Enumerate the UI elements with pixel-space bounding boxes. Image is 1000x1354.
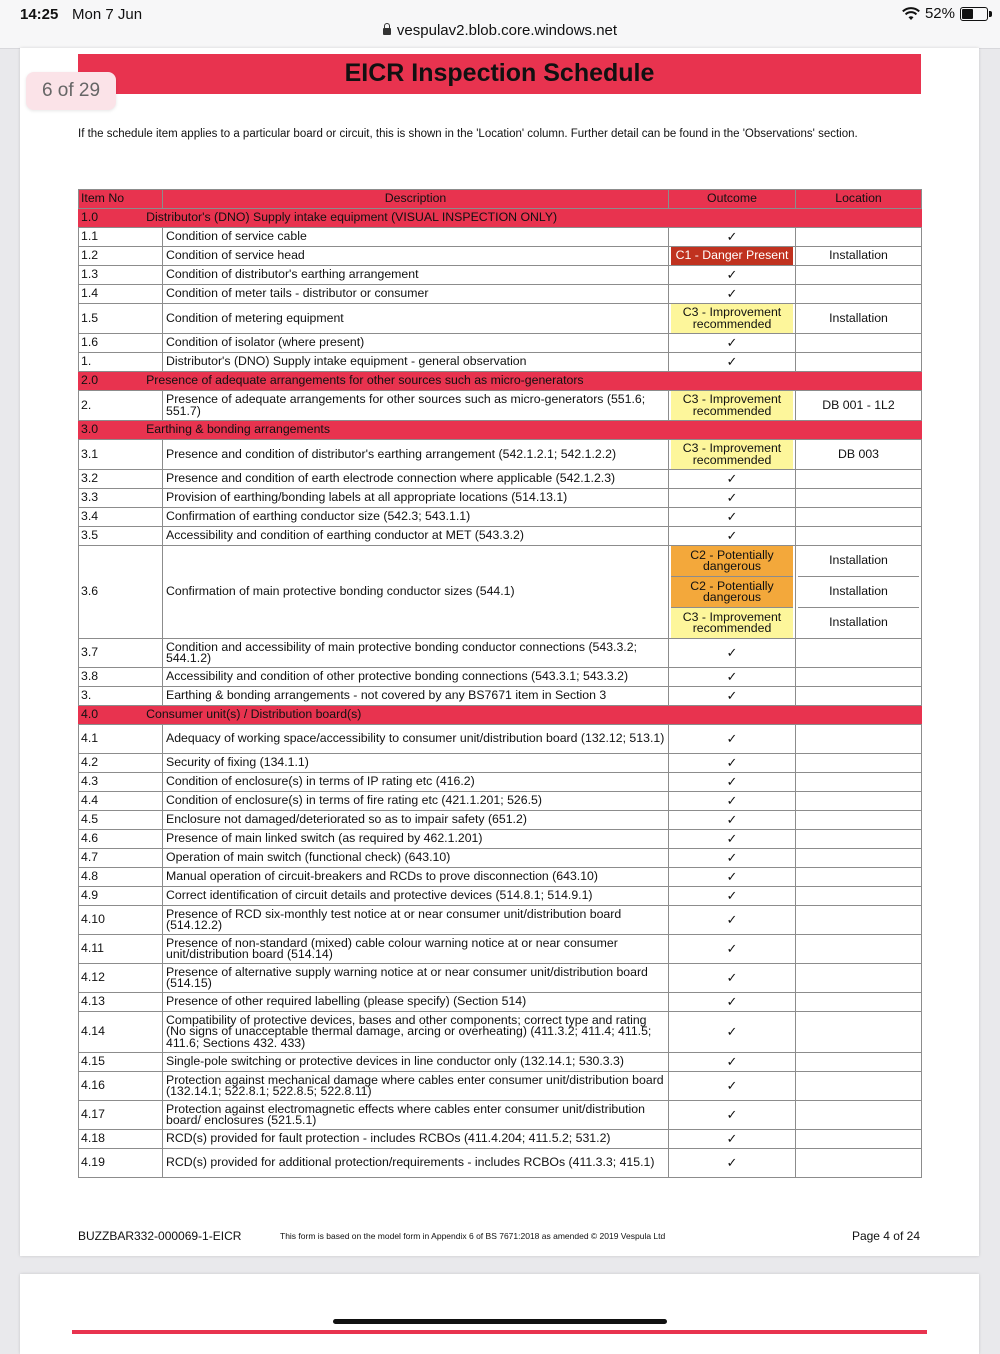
item-description: RCD(s) provided for fault protection - includes RCBOs (411.4.204; 411.5.2; 531.2) xyxy=(163,1130,669,1149)
table-row xyxy=(79,687,922,706)
footer-page-number: Page 4 of 24 xyxy=(851,1229,920,1243)
check-icon: ✓ xyxy=(726,792,738,808)
intro-text: If the schedule item applies to a particular board or circuit, this is shown in the 'Location' column. Further detail can be found in the 'Observations' section. xyxy=(78,128,858,140)
check-icon: ✓ xyxy=(726,868,738,884)
table-row xyxy=(79,906,922,935)
item-location xyxy=(796,1012,922,1053)
section-title: Presence of adequate arrangements for other sources such as micro-generators xyxy=(146,373,584,388)
section-title: Earthing & bonding arrangements xyxy=(146,422,330,437)
item-location xyxy=(796,964,922,993)
item-description: Condition of enclosure(s) in terms of IP rating etc (416.2) xyxy=(163,773,669,792)
next-document-page xyxy=(20,1274,979,1354)
item-description: Presence of RCD six-monthly test notice at or near consumer unit/distribution board (514.12.2) xyxy=(163,906,669,935)
item-number: 4.5 xyxy=(79,811,163,830)
item-description: Accessibility and condition of earthing conductor at MET (543.3.2) xyxy=(163,527,669,546)
table-row xyxy=(79,527,922,546)
item-outcome xyxy=(669,773,796,792)
item-outcome xyxy=(669,1072,796,1101)
section-header-row xyxy=(79,706,922,725)
outcome-badge-c1: C1 - Danger Present xyxy=(671,247,793,265)
item-description: Presence and condition of earth electrode connection where applicable (542.1.2.3) xyxy=(163,470,669,489)
table-row xyxy=(79,470,922,489)
address-bar[interactable] xyxy=(0,22,1000,39)
item-outcome xyxy=(669,440,796,470)
item-description: Presence of other required labelling (please specify) (Section 514) xyxy=(163,993,669,1012)
status-bar xyxy=(0,0,1000,49)
item-description: Condition of isolator (where present) xyxy=(163,334,669,353)
item-outcome xyxy=(669,993,796,1012)
check-icon: ✓ xyxy=(726,911,738,927)
item-outcome xyxy=(669,489,796,508)
item-location xyxy=(796,285,922,304)
table-row xyxy=(79,304,922,334)
table-row xyxy=(79,1012,922,1053)
item-outcome xyxy=(669,1101,796,1130)
table-row xyxy=(79,993,922,1012)
item-location xyxy=(796,887,922,906)
table-row xyxy=(79,353,922,372)
item-number: 4.6 xyxy=(79,830,163,849)
table-row xyxy=(79,546,922,639)
table-row xyxy=(79,1149,922,1178)
item-location xyxy=(796,792,922,811)
item-number: 1.4 xyxy=(79,285,163,304)
item-number: 1.1 xyxy=(79,228,163,247)
item-number: 3.5 xyxy=(79,527,163,546)
table-row xyxy=(79,773,922,792)
check-icon: ✓ xyxy=(726,470,738,486)
check-icon: ✓ xyxy=(726,940,738,956)
item-description: Operation of main switch (functional check) (643.10) xyxy=(163,849,669,868)
check-icon: ✓ xyxy=(726,508,738,524)
item-location xyxy=(796,993,922,1012)
item-location xyxy=(796,754,922,773)
item-outcome xyxy=(669,546,796,639)
check-icon: ✓ xyxy=(726,773,738,789)
table-row xyxy=(79,1101,922,1130)
table-row xyxy=(79,489,922,508)
item-location xyxy=(796,773,922,792)
item-outcome xyxy=(669,1149,796,1178)
item-location xyxy=(796,1072,922,1101)
item-location xyxy=(796,489,922,508)
location-text: Installation xyxy=(829,553,888,568)
table-row xyxy=(79,266,922,285)
item-number: 4.11 xyxy=(79,935,163,964)
item-number: 2. xyxy=(79,391,163,421)
item-description: Presence of adequate arrangements for other sources such as micro-generators (551.6; 551.7) xyxy=(163,391,669,421)
item-outcome xyxy=(669,639,796,668)
item-outcome xyxy=(669,868,796,887)
item-description: Manual operation of circuit-breakers and RCDs to prove disconnection (643.10) xyxy=(163,868,669,887)
item-outcome xyxy=(669,334,796,353)
item-description: Protection against electromagnetic effects where cables enter consumer unit/distribution board/ enclosures (521.5.1) xyxy=(163,1101,669,1130)
check-icon: ✓ xyxy=(726,1154,738,1170)
table-row xyxy=(79,868,922,887)
item-number: 3.7 xyxy=(79,639,163,668)
section-number: 4.0 xyxy=(81,707,99,722)
item-number: 3.2 xyxy=(79,470,163,489)
col-header-description: Description xyxy=(163,190,669,209)
check-icon: ✓ xyxy=(726,830,738,846)
lock-icon xyxy=(383,28,391,35)
location-text: Installation xyxy=(798,607,919,638)
item-location xyxy=(796,353,922,372)
item-number: 1.2 xyxy=(79,247,163,266)
item-number: 3.8 xyxy=(79,668,163,687)
item-number: 4.15 xyxy=(79,1053,163,1072)
section-number: 2.0 xyxy=(81,373,99,388)
item-number: 3. xyxy=(79,687,163,706)
check-icon: ✓ xyxy=(726,969,738,985)
item-number: 1.3 xyxy=(79,266,163,285)
item-description: Condition of meter tails - distributor or consumer xyxy=(163,285,669,304)
item-location xyxy=(796,508,922,527)
item-location xyxy=(796,639,922,668)
item-outcome xyxy=(669,887,796,906)
table-row xyxy=(79,792,922,811)
table-row xyxy=(79,440,922,470)
table-row xyxy=(79,830,922,849)
item-number: 3.1 xyxy=(79,440,163,470)
check-icon: ✓ xyxy=(726,1130,738,1146)
item-location: Installation xyxy=(796,247,922,266)
item-number: 4.2 xyxy=(79,754,163,773)
check-icon: ✓ xyxy=(726,285,738,301)
section-header-row xyxy=(79,372,922,391)
table-row xyxy=(79,247,922,266)
item-location xyxy=(796,725,922,754)
item-number: 3.6 xyxy=(79,546,163,639)
check-icon: ✓ xyxy=(726,687,738,703)
section-title: Distributor's (DNO) Supply intake equipment (VISUAL INSPECTION ONLY) xyxy=(146,210,558,225)
table-row xyxy=(79,285,922,304)
item-location xyxy=(796,1130,922,1149)
section-header xyxy=(79,421,922,440)
check-icon: ✓ xyxy=(726,228,738,244)
item-outcome xyxy=(669,527,796,546)
col-header-item-no: Item No xyxy=(79,190,163,209)
item-description: Single-pole switching or protective devices in line conductor only (132.14.1; 530.3.3) xyxy=(163,1053,669,1072)
item-location xyxy=(796,546,922,639)
page-title: EICR Inspection Schedule xyxy=(78,54,921,94)
page-counter-badge: 6 of 29 xyxy=(26,72,116,110)
item-description: Condition of metering equipment xyxy=(163,304,669,334)
table-row xyxy=(79,849,922,868)
check-icon: ✓ xyxy=(726,334,738,350)
item-outcome xyxy=(669,792,796,811)
item-description: Adequacy of working space/accessibility to consumer unit/distribution board (132.12; 513.1) xyxy=(163,725,669,754)
check-icon: ✓ xyxy=(726,993,738,1009)
table-row xyxy=(79,228,922,247)
item-location xyxy=(796,1101,922,1130)
next-page-banner-edge xyxy=(72,1330,927,1334)
item-location xyxy=(796,228,922,247)
item-outcome xyxy=(669,266,796,285)
section-header xyxy=(79,209,922,228)
item-outcome xyxy=(669,353,796,372)
item-description: Confirmation of earthing conductor size (542.3; 543.1.1) xyxy=(163,508,669,527)
item-number: 4.4 xyxy=(79,792,163,811)
item-outcome xyxy=(669,935,796,964)
item-description: Provision of earthing/bonding labels at all appropriate locations (514.13.1) xyxy=(163,489,669,508)
item-description: Condition of distributor's earthing arrangement xyxy=(163,266,669,285)
item-number: 4.8 xyxy=(79,868,163,887)
battery-percent: 52% xyxy=(924,5,955,22)
check-icon: ✓ xyxy=(726,527,738,543)
table-row xyxy=(79,964,922,993)
item-description: RCD(s) provided for additional protection/requirements - includes RCBOs (411.3.3; 415.1) xyxy=(163,1149,669,1178)
item-location xyxy=(796,527,922,546)
item-outcome xyxy=(669,1130,796,1149)
check-icon: ✓ xyxy=(726,811,738,827)
item-outcome xyxy=(669,247,796,266)
item-number: 4.18 xyxy=(79,1130,163,1149)
status-date: Mon 7 Jun xyxy=(72,6,143,23)
item-outcome xyxy=(669,228,796,247)
location-text: Installation xyxy=(798,576,919,607)
table-row xyxy=(79,334,922,353)
item-number: 4.19 xyxy=(79,1149,163,1178)
item-description: Presence of alternative supply warning notice at or near consumer unit/distribution board (514.15) xyxy=(163,964,669,993)
item-outcome xyxy=(669,285,796,304)
item-description: Condition of enclosure(s) in terms of fire rating etc (421.1.201; 526.5) xyxy=(163,792,669,811)
item-number: 3.4 xyxy=(79,508,163,527)
check-icon: ✓ xyxy=(726,644,738,660)
section-number: 1.0 xyxy=(81,210,99,225)
section-header xyxy=(79,706,922,725)
item-location xyxy=(796,1053,922,1072)
item-location: DB 003 xyxy=(796,440,922,470)
item-location xyxy=(796,470,922,489)
item-location xyxy=(796,935,922,964)
item-outcome xyxy=(669,1012,796,1053)
item-outcome xyxy=(669,508,796,527)
item-location xyxy=(796,811,922,830)
item-outcome xyxy=(669,1053,796,1072)
item-description: Distributor's (DNO) Supply intake equipment - general observation xyxy=(163,353,669,372)
check-icon: ✓ xyxy=(726,489,738,505)
status-indicators xyxy=(902,5,988,22)
table-row xyxy=(79,508,922,527)
section-header-row xyxy=(79,421,922,440)
item-number: 4.7 xyxy=(79,849,163,868)
item-location xyxy=(796,687,922,706)
item-location: DB 001 - 1L2 xyxy=(796,391,922,421)
item-description: Earthing & bonding arrangements - not covered by any BS7671 item in Section 3 xyxy=(163,687,669,706)
url-text: vespulav2.blob.core.windows.net xyxy=(396,22,618,39)
table-row xyxy=(79,639,922,668)
item-location xyxy=(796,668,922,687)
outcome-badge-c2: C2 - Potentially dangerous xyxy=(671,546,793,576)
item-number: 4.14 xyxy=(79,1012,163,1053)
status-time: 14:25 xyxy=(20,6,59,23)
table-row xyxy=(79,1072,922,1101)
wifi-icon xyxy=(902,7,920,21)
item-location xyxy=(796,1149,922,1178)
table-row xyxy=(79,725,922,754)
item-number: 4.3 xyxy=(79,773,163,792)
col-header-location: Location xyxy=(796,190,922,209)
table-row xyxy=(79,668,922,687)
item-description: Condition of service head xyxy=(163,247,669,266)
outcome-badge-c3: C3 - Improvement recommended xyxy=(671,304,793,333)
outcome-badge-c2: C2 - Potentially dangerous xyxy=(671,576,793,607)
item-description: Condition and accessibility of main protective bonding conductor connections (543.3.2; 544.1.2) xyxy=(163,639,669,668)
table-row xyxy=(79,935,922,964)
item-location xyxy=(796,334,922,353)
item-description: Presence and condition of distributor's earthing arrangement (542.1.2.1; 542.1.2.2) xyxy=(163,440,669,470)
item-description: Correct identification of circuit details and protective devices (514.8.1; 514.9.1) xyxy=(163,887,669,906)
item-outcome xyxy=(669,849,796,868)
item-outcome xyxy=(669,964,796,993)
footer-reference: BUZZBAR332-000069-1-EICR xyxy=(78,1229,242,1243)
item-number: 4.13 xyxy=(79,993,163,1012)
item-description: Presence of main linked switch (as required by 462.1.201) xyxy=(163,830,669,849)
check-icon: ✓ xyxy=(726,754,738,770)
item-description: Compatibility of protective devices, bases and other components; correct type and rating (No signs of unacceptable thermal damage, arcing or overheating) (411.3.2; 411.4; 411.5; 411.6; Sections 432. 433) xyxy=(163,1012,669,1053)
footer-note: This form is based on the model form in Appendix 6 of BS 7671:2018 as amended © 2019 Vespula Ltd xyxy=(280,1231,666,1241)
col-header-outcome: Outcome xyxy=(669,190,796,209)
item-outcome xyxy=(669,391,796,421)
item-outcome xyxy=(669,830,796,849)
item-outcome xyxy=(669,304,796,334)
check-icon: ✓ xyxy=(726,887,738,903)
section-header xyxy=(79,372,922,391)
check-icon: ✓ xyxy=(726,1077,738,1093)
table-row xyxy=(79,391,922,421)
item-location: Installation xyxy=(796,304,922,334)
table-row xyxy=(79,887,922,906)
item-description: Accessibility and condition of other protective bonding connections (543.3.1; 543.3.2) xyxy=(163,668,669,687)
table-row xyxy=(79,1130,922,1149)
item-description: Protection against mechanical damage where cables enter consumer unit/distribution board (132.14.1; 522.8.1; 522.8.5; 522.8.11) xyxy=(163,1072,669,1101)
item-description: Confirmation of main protective bonding conductor sizes (544.1) xyxy=(163,546,669,639)
check-icon: ✓ xyxy=(726,1023,738,1039)
item-number: 4.9 xyxy=(79,887,163,906)
item-number: 1.6 xyxy=(79,334,163,353)
table-row xyxy=(79,1053,922,1072)
item-outcome xyxy=(669,754,796,773)
item-outcome xyxy=(669,668,796,687)
battery-icon xyxy=(960,7,988,21)
table-row xyxy=(79,811,922,830)
check-icon: ✓ xyxy=(726,849,738,865)
item-outcome xyxy=(669,725,796,754)
item-outcome xyxy=(669,906,796,935)
table-header-row xyxy=(79,190,922,209)
item-description: Condition of service cable xyxy=(163,228,669,247)
outcome-badge-c3: C3 - Improvement recommended xyxy=(671,391,793,420)
item-description: Presence of non-standard (mixed) cable colour warning notice at or near consumer unit/distribution board (514.14) xyxy=(163,935,669,964)
item-number: 4.1 xyxy=(79,725,163,754)
item-location xyxy=(796,849,922,868)
item-number: 4.10 xyxy=(79,906,163,935)
check-icon: ✓ xyxy=(726,730,738,746)
check-icon: ✓ xyxy=(726,353,738,369)
item-outcome xyxy=(669,811,796,830)
item-number: 4.17 xyxy=(79,1101,163,1130)
check-icon: ✓ xyxy=(726,668,738,684)
item-location xyxy=(796,868,922,887)
section-title: Consumer unit(s) / Distribution board(s) xyxy=(146,707,362,722)
item-outcome xyxy=(669,687,796,706)
item-number: 4.16 xyxy=(79,1072,163,1101)
inspection-schedule-table xyxy=(78,189,922,1178)
outcome-badge-c3: C3 - Improvement recommended xyxy=(671,440,793,469)
item-location xyxy=(796,830,922,849)
table-row xyxy=(79,754,922,773)
item-description: Security of fixing (134.1.1) xyxy=(163,754,669,773)
item-description: Enclosure not damaged/deteriorated so as to impair safety (651.2) xyxy=(163,811,669,830)
check-icon: ✓ xyxy=(726,266,738,282)
item-location xyxy=(796,906,922,935)
outcome-badge-c3: C3 - Improvement recommended xyxy=(671,607,793,638)
section-number: 3.0 xyxy=(81,422,99,437)
item-number: 3.3 xyxy=(79,489,163,508)
item-number: 1.5 xyxy=(79,304,163,334)
item-outcome xyxy=(669,470,796,489)
home-indicator[interactable] xyxy=(333,1319,667,1324)
check-icon: ✓ xyxy=(726,1053,738,1069)
item-location xyxy=(796,266,922,285)
item-number: 4.12 xyxy=(79,964,163,993)
item-number: 1. xyxy=(79,353,163,372)
section-header-row xyxy=(79,209,922,228)
check-icon: ✓ xyxy=(726,1106,738,1122)
